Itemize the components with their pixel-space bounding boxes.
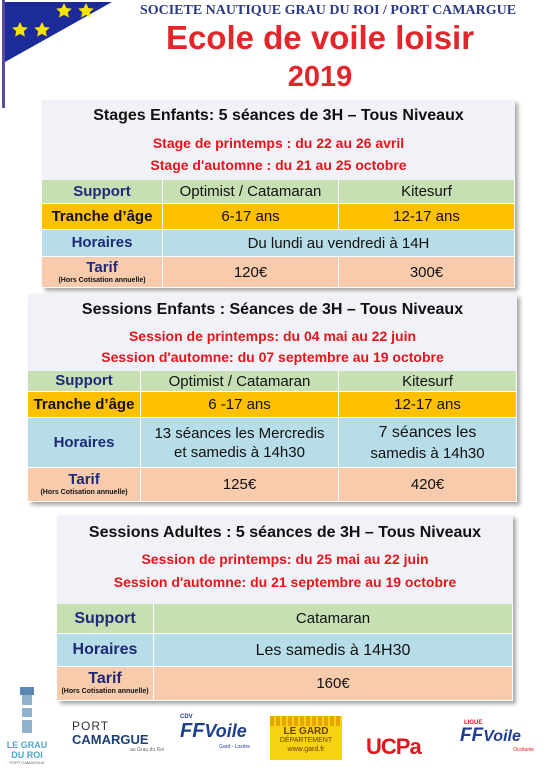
ligue-ffvoile-logo <box>460 720 540 760</box>
page-year: 2019 <box>287 61 353 93</box>
partner-logos <box>0 680 545 770</box>
horaires-row <box>57 634 513 667</box>
horaires-label: Horaires <box>42 230 163 257</box>
sessions-adultes-block <box>57 515 513 701</box>
block-heading: Sessions Enfants : Séances de 3H – Tous Niveaux <box>81 301 464 318</box>
horaires-value-a <box>141 418 339 468</box>
age-value-b: 12-17 ans <box>339 204 515 230</box>
horaires-b-line1: 7 séances les <box>378 423 477 441</box>
age-value-a: 6-17 ans <box>163 204 339 230</box>
horaires-value: Du lundi au vendredi à 14H <box>163 230 515 257</box>
horaires-value-b <box>339 418 517 468</box>
le-gard-logo <box>270 716 342 760</box>
horaires-a-line1: 13 séances les Mercredis <box>154 424 325 442</box>
grau-du-roi-text: LE GRAU DU ROI <box>6 740 48 760</box>
port-camargue-logo <box>72 720 164 760</box>
tarif-label: Tarif <box>88 670 122 687</box>
tarif-row <box>42 257 515 288</box>
camargue-text: CAMARGUE <box>72 732 149 747</box>
horaires-value: Les samedis à 14H30 <box>154 634 513 667</box>
ff-text: FF <box>180 720 205 742</box>
grau-du-roi-logo <box>4 685 50 770</box>
support-label: Support <box>28 371 141 392</box>
support-value-b: Kitesurf <box>339 371 517 392</box>
tarif-label: Tarif <box>86 258 118 276</box>
cdv-sub: Gard - Lozère <box>219 744 250 750</box>
sessions-enfants-block <box>28 294 517 502</box>
ligue-ff-text: FF <box>460 725 484 746</box>
gard-url: www.gard.fr <box>287 746 325 753</box>
tarif-note: (Hors Cotisation annuelle) <box>40 489 128 496</box>
support-row <box>57 604 513 634</box>
horaires-label: Horaires <box>57 634 154 667</box>
age-row <box>42 204 515 230</box>
grau-du-roi-sub: PORT CAMARGUE <box>9 760 45 765</box>
support-row <box>28 371 517 392</box>
ucpa-logo: UCPa <box>366 734 421 759</box>
age-label: Tranche d’âge <box>28 392 141 418</box>
tarif-note: (Hors Cotisation annuelle) <box>58 276 146 284</box>
age-label: Tranche d’âge <box>42 204 163 230</box>
tarif-value-a: 120€ <box>163 257 339 288</box>
support-row <box>42 180 515 204</box>
tarif-value-b: 420€ <box>339 468 517 502</box>
age-row <box>28 392 517 418</box>
support-value-a: Optimist / Catamaran <box>141 371 339 392</box>
spring-dates: Session de printemps: du 25 mai au 22 juin <box>141 551 429 567</box>
ligue-voile-text: Voile <box>483 728 521 745</box>
tarif-label-cell <box>42 257 163 288</box>
support-label: Support <box>57 604 154 634</box>
cdv-label: CDV <box>180 714 193 720</box>
autumn-dates: Session d'automne: du 07 septembre au 19 octobre <box>101 349 444 365</box>
horaires-label: Horaires <box>28 418 141 468</box>
port-camargue-sub: au Grau du Roi <box>130 747 164 753</box>
spring-dates: Stage de printemps : du 22 au 26 avril <box>152 135 405 151</box>
gard-text: LE GARD <box>283 726 329 737</box>
horaires-a-line2: et samedis à 14h30 <box>174 443 305 461</box>
page-title: Ecole de voile loisir <box>165 19 475 56</box>
lighthouse-icon <box>4 685 50 735</box>
support-value-a: Optimist / Catamaran <box>163 180 339 204</box>
autumn-dates: Stage d'automne : du 21 au 25 octobre <box>150 157 407 173</box>
gard-departement: DÉPARTEMENT <box>279 737 333 744</box>
horaires-row <box>28 418 517 468</box>
horaires-b-line2: samedis à 14h30 <box>370 444 485 462</box>
tarif-value-a: 125€ <box>141 468 339 502</box>
support-value-b: Kitesurf <box>339 180 515 204</box>
spring-dates: Session de printemps: du 04 mai au 22 juin <box>128 328 417 344</box>
tarif-row <box>28 468 517 502</box>
voile-text: Voile <box>204 721 247 741</box>
tarif-note: (Hors Cotisation annuelle) <box>61 688 149 695</box>
ligue-label: LIGUE <box>464 720 483 726</box>
organization-name: SOCIETE NAUTIQUE GRAU DU ROI / PORT CAMARGUE <box>139 3 517 18</box>
tarif-value: 160€ <box>154 667 513 701</box>
age-value-b: 12-17 ans <box>339 392 517 418</box>
stages-enfants-block <box>42 100 515 288</box>
autumn-dates: Session d'automne: du 21 septembre au 19 octobre <box>113 574 457 590</box>
ligue-sub: Occitanie <box>513 747 534 753</box>
horaires-row <box>42 230 515 257</box>
cdv-ffvoile-logo <box>180 714 250 760</box>
age-value-a: 6 -17 ans <box>141 392 339 418</box>
block-heading: Sessions Adultes : 5 séances de 3H – Tous Niveaux <box>88 524 482 541</box>
port-text: PORT <box>72 719 110 733</box>
tarif-label: Tarif <box>68 471 100 488</box>
tarif-value-b: 300€ <box>339 257 515 288</box>
block-heading: Stages Enfants: 5 séances de 3H – Tous Niveaux <box>93 107 464 124</box>
support-value: Catamaran <box>154 604 513 634</box>
tarif-label-cell <box>28 468 141 502</box>
support-label: Support <box>42 180 163 204</box>
